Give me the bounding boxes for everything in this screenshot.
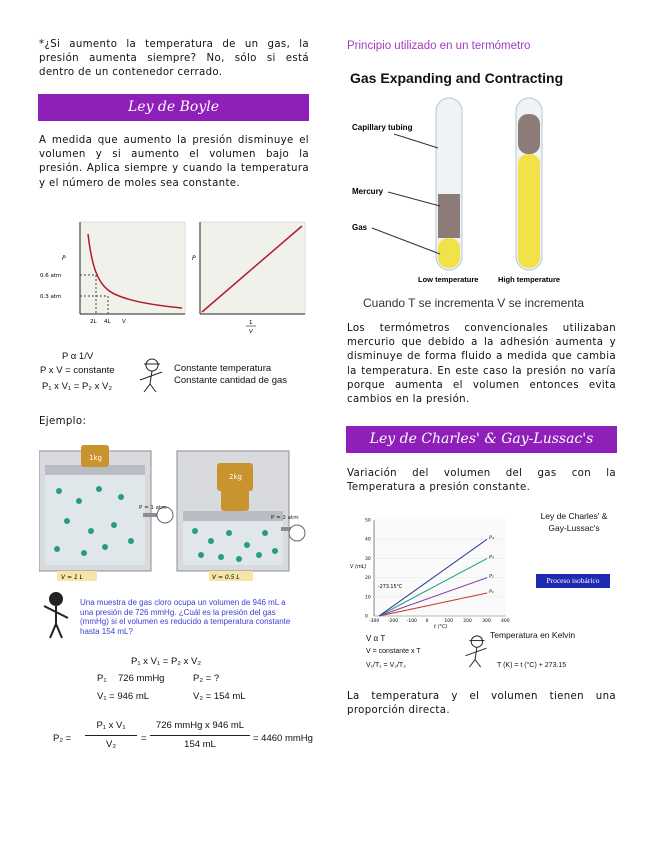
weight2b (221, 489, 249, 511)
label-low: Low temperature (418, 275, 479, 284)
fraction-bar (85, 735, 137, 736)
final-num1: P₁ x V₁ (96, 720, 126, 731)
container2-gas (183, 519, 283, 565)
note-gas: Constante cantidad de gas (174, 375, 288, 386)
graph1-tick: 0.6 atm (40, 273, 62, 279)
charles-eq1: V α T (366, 634, 386, 643)
mercury-high (518, 114, 540, 154)
v1-label: V₁ = 946 mL (97, 691, 150, 702)
final-result: = 4460 mmHg (253, 733, 313, 744)
charles-chart-svg (346, 510, 526, 630)
kelvin-eq: T (K) = t (°C) + 273.15 (497, 662, 567, 669)
kelvin-note: Temperatura en Kelvin (490, 630, 576, 640)
weight2-label: 2kg (229, 473, 242, 481)
ejemplo-label: Ejemplo: (39, 416, 87, 427)
thermo-title: Gas Expanding and Contracting (350, 70, 564, 86)
graph1-tick: 0.3 atm (40, 294, 62, 300)
eq-prop: P α 1/V (62, 351, 94, 362)
chart-y-tick: 30 (365, 556, 371, 562)
note-temp: Constante temperatura (174, 363, 272, 374)
gas-low (438, 238, 460, 268)
weight1-label: 1kg (89, 454, 102, 462)
label-mercury: Mercury (352, 187, 384, 196)
gauge2 (289, 525, 305, 541)
graph1-tick: 4L (104, 319, 111, 325)
side-title: Ley de Charles' & Gay-Lussac's (540, 511, 608, 533)
thermo-text: Los termómetros convencionales utilizaban mercurio que debido a la adhesión aumenta y disminuye de forma fluido a medida que cambia la temperatura. En este caso la presión no varía porque aumenta el volumen entonces evita cambios en la presión. (347, 323, 616, 406)
fraction-bar (150, 735, 250, 736)
chart-series-label: P₃ (489, 555, 494, 561)
professor-icon-2 (458, 632, 494, 670)
chart-series-label: P₄ (489, 536, 494, 542)
chart-series-label: P₁ (489, 589, 494, 595)
p1-value: 726 mmHg (118, 673, 165, 684)
graph1-tick: 2L (90, 319, 97, 325)
label-gas: Gas (352, 223, 368, 232)
eq-const: P x V = constante (40, 365, 115, 376)
pressure2: P = 2 atm (271, 515, 299, 521)
final-den2: 154 mL (184, 739, 216, 750)
conclusion-text: La temperatura y el volumen tienen una proporción directa. (347, 691, 616, 717)
student-icon (40, 590, 74, 640)
pressure1: P = 1 atm (139, 505, 167, 511)
chart-y-tick: 20 (365, 576, 371, 582)
chart-plot-area (374, 520, 506, 616)
boyle-example-illustration (39, 441, 309, 586)
equals-sign: = (141, 733, 147, 744)
chart-ylabel: V (mL) (350, 564, 367, 570)
chart-annotation: -273.15°C (378, 585, 403, 590)
intro-text: *¿Si aumento la temperatura de un gas, la presión aumenta siempre? No, sólo si está dentro de un contenedor cerrado. (39, 39, 309, 79)
chart-x-tick: -200 (387, 619, 399, 624)
chart-y-tick: 40 (365, 537, 371, 543)
label-high: High temperature (498, 275, 561, 284)
graph1-ylabel: P (62, 255, 66, 262)
chart-x-tick: -100 (406, 619, 417, 624)
final-num2: 726 mmHg x 946 mL (155, 720, 245, 731)
professor-icon (132, 356, 170, 394)
eq-boyle: P₁ x V₁ = P₂ x V₂ (42, 381, 113, 392)
p2-label: P₂ = ? (193, 673, 220, 684)
chart-x-tick: 0 (425, 619, 429, 624)
thermometer-illustration (350, 94, 610, 294)
chart-x-tick: -300 (369, 619, 380, 624)
chart-y-tick: 0 (365, 614, 368, 620)
boyle-text: A medida que aumento la presión disminuye el volumen y si aumento el volumen bajo la presión. Aplica siempre y cuando la temperatura y el número de moles sea constante. (39, 135, 309, 189)
chart-series-label: P₂ (489, 574, 494, 580)
chart-xlabel: t (°C) (434, 624, 448, 630)
graph2-ylabel: P (192, 255, 196, 262)
chart-x-tick: 100 (444, 619, 454, 624)
proceso-badge: Proceso isobárico (536, 574, 610, 588)
problem-text: Una muestra de gas cloro ocupa un volumen de 946 mL a una presión de 726 mmHg. ¿Cuál es la presión del gas (mmHg) si el volumen es reducido a temperatura constante hasta 154 mL? (80, 598, 291, 636)
final-lhs: P₂ = (53, 733, 72, 744)
boyle-banner: Ley de Boyle (38, 94, 309, 121)
boyle-graphs (40, 220, 310, 350)
chart-y-tick: 10 (365, 595, 371, 601)
volume2: V = 0.5 L (212, 574, 240, 581)
boyle-graph-svg (40, 220, 310, 350)
mercury-low (438, 194, 460, 238)
graph2-xden: V (249, 329, 253, 335)
chart-y-tick: 50 (365, 518, 371, 524)
graph1-tick: V (122, 319, 126, 325)
chart-x-tick: 400 (501, 619, 510, 624)
charles-text: Variación del volumen del gas con la Temperatura a presión constante. (347, 468, 616, 494)
p1-label: P₁ (97, 673, 107, 684)
final-den1: V₂ (105, 739, 117, 750)
v2-label: V₂ = 154 mL (193, 691, 246, 702)
charles-eq3: V₁/T₁ = V₂/T₂ (366, 662, 406, 669)
principle-title: Principio utilizado en un termómetro (347, 40, 531, 52)
solution-eq: P₁ x V₁ = P₂ x V₂ (131, 656, 202, 667)
container2-piston (183, 511, 283, 521)
containers-svg (39, 441, 309, 586)
gas-high (518, 154, 540, 268)
charles-banner: Ley de Charles' & Gay-Lussac's (346, 426, 617, 453)
volume1: V = 1 L (61, 574, 84, 581)
chart-x-tick: 300 (482, 619, 491, 624)
graph2-xnum: 1 (249, 320, 253, 326)
container1-gas (45, 473, 145, 565)
thermo-caption: Cuando T se incrementa V se incrementa (363, 296, 585, 310)
charles-chart (346, 510, 526, 630)
label-capillary: Capillary tubing (352, 123, 413, 132)
chart-x-tick: 200 (463, 619, 472, 624)
charles-eq2: V = constante x T (366, 648, 421, 655)
